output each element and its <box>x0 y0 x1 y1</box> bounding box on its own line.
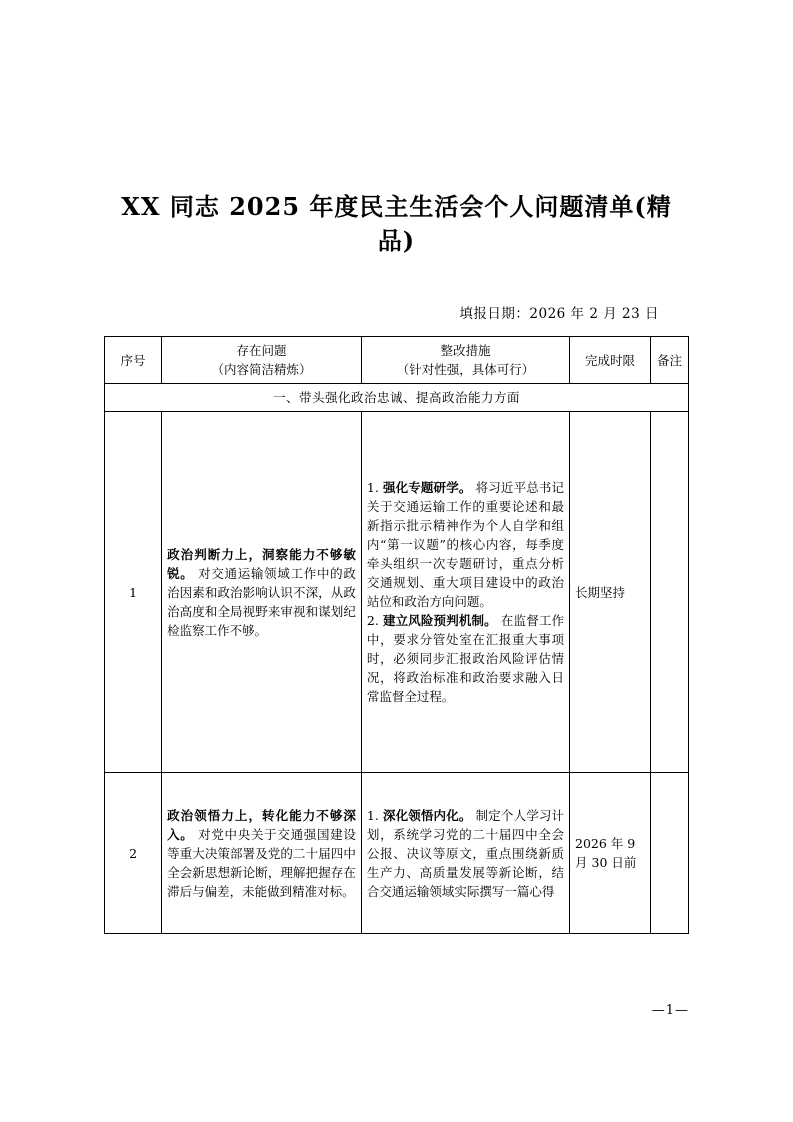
measure-index: 1. <box>366 480 379 495</box>
page-title: XX 同志 2025 年度民主生活会个人问题清单(精品) <box>121 192 672 255</box>
measure-index: 2. <box>366 613 379 628</box>
row-deadline: 2026 年 9 月 30 日前 <box>570 773 651 934</box>
measure-text: 制定个人学习计划，系统学习党的二十届四中全会公报、决议等原文，重点围绕新质生产力、高质量发展等新论断，结合交通运输领域实际撰写一篇心得 <box>366 807 565 899</box>
header-no <box>105 337 162 384</box>
section-label: 一、带头强化政治忠诚、提高政治能力方面 <box>105 384 689 412</box>
measure-highlight: 深化领悟内化。 <box>382 807 472 823</box>
row-problem-text: 对党中央关于交通强国建设等重大决策部署及党的二十届四中全会新思想新论断，理解把握存在滞后与偏差，未能做到精准对标。 <box>167 826 356 899</box>
header-problem-sublabel: （内容简洁精炼） <box>211 362 312 377</box>
header-measure-sublabel: （针对性强，具体可行） <box>396 362 535 377</box>
problem-list-table <box>104 336 689 934</box>
header-deadline <box>570 337 651 384</box>
measure-index: 1. <box>366 807 379 823</box>
measure-highlight: 强化专题研学。 <box>382 480 472 495</box>
row-problem <box>162 773 362 934</box>
measure-highlight: 建立风险预判机制。 <box>382 613 497 628</box>
header-problem-label: 存在问题 <box>236 343 287 358</box>
page-number: —1— <box>651 1003 689 1018</box>
row-note <box>650 773 688 934</box>
measure-item <box>367 806 564 901</box>
header-note-label: 备注 <box>656 352 682 368</box>
row-number: 1 <box>105 412 162 773</box>
row-measures <box>361 412 569 773</box>
row-measures <box>361 773 569 934</box>
section-header-row <box>105 384 689 412</box>
header-measure-label: 整改措施 <box>440 343 491 358</box>
header-no-label: 序号 <box>120 352 146 368</box>
row-problem-text: 对交通运输领域工作中的政治因素和政治影响认识不深，从政治高度和全局视野来审视和谋划纪检监察工作不够。 <box>167 565 356 638</box>
row-deadline: 长期坚持 <box>570 412 651 773</box>
row-problem <box>162 412 362 773</box>
row-note <box>650 412 688 773</box>
fill-date: 填报日期：2026 年 2 月 23 日 <box>459 306 659 322</box>
table-header-row <box>105 337 689 384</box>
table-row <box>105 773 689 934</box>
row-problem-highlight: 政治领悟力上，转化能力不够深入。 <box>167 807 356 842</box>
measure-text: 在监督工作中，要求分管处室在汇报重大事项时，必须同步汇报政治风险评估情况，将政治标准和政治要求融入日常监督全过程。 <box>366 613 565 704</box>
header-measure <box>361 337 569 384</box>
table-row <box>105 412 689 773</box>
row-number: 2 <box>105 773 162 934</box>
header-deadline-label: 完成时限 <box>584 352 635 368</box>
header-note <box>650 337 688 384</box>
header-problem <box>162 337 362 384</box>
measure-text: 将习近平总书记关于交通运输工作的重要论述和最新指示批示精神作为个人自学和组内“第一议题”的核心内容，每季度牵头组织一次专题研讨，重点分析交通规划、重大项目建设中的政治站位和政治方向问题。 <box>366 480 565 609</box>
measure-item <box>367 478 564 611</box>
row-problem-highlight: 政治判断力上，洞察能力不够敏锐。 <box>167 546 356 581</box>
measure-item <box>367 611 564 706</box>
